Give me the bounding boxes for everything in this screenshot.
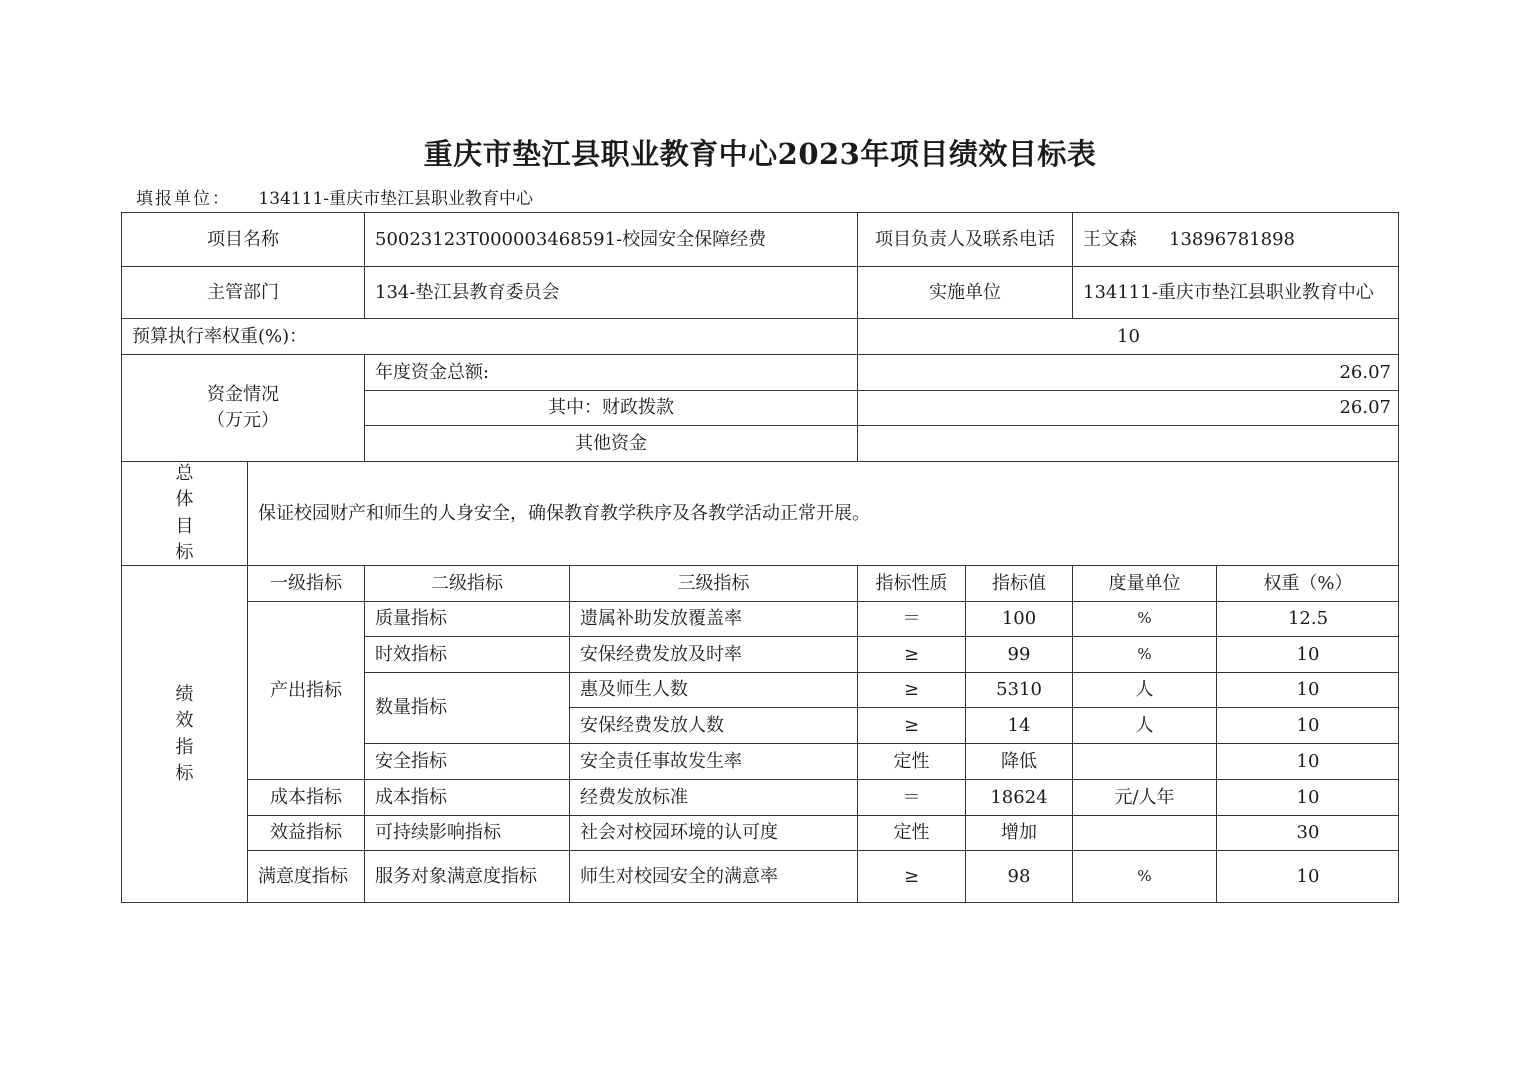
level1-benefit: 效益指标 [247, 815, 364, 850]
indicators-label-char: 绩 [175, 684, 194, 706]
level2-service-satisfaction: 服务对象满意度指标 [364, 850, 569, 903]
row-l3: 经费发放标准 [569, 779, 857, 815]
row-value: 14 [965, 707, 1072, 743]
project-name-value: 50023123T000003468591-校园安全保障经费 [364, 212, 857, 266]
row-unit [1072, 815, 1216, 850]
row-weight: 12.5 [1216, 601, 1399, 636]
row-l3: 安保经费发放及时率 [569, 636, 857, 672]
row-value: 5310 [965, 672, 1072, 707]
reporting-unit-value: 134111-重庆市垫江县职业教育中心 [258, 189, 534, 209]
goal-label-char: 目 [175, 515, 194, 537]
row-nature: ＝ [857, 601, 965, 636]
row-weight: 10 [1216, 672, 1399, 707]
budget-value: 10 [857, 318, 1399, 354]
row-value: 99 [965, 636, 1072, 672]
header-level3: 三级指标 [569, 565, 857, 601]
row-weight: 10 [1216, 636, 1399, 672]
funds-title: 资金情况 [207, 383, 279, 405]
reporting-unit [136, 184, 533, 209]
level1-cost: 成本指标 [247, 779, 364, 815]
funds-total-value: 26.07 [857, 354, 1399, 390]
indicators-label-char: 指 [175, 736, 194, 758]
funds-unit: （万元） [207, 410, 279, 431]
row-l3: 安保经费发放人数 [569, 707, 857, 743]
funds-label [121, 354, 364, 461]
level2-sustainability: 可持续影响指标 [364, 815, 569, 850]
row-value: 100 [965, 601, 1072, 636]
level2-quantity: 数量指标 [364, 672, 569, 743]
row-weight: 10 [1216, 743, 1399, 779]
row-l3: 社会对校园环境的认可度 [569, 815, 857, 850]
funds-total-label: 年度资金总额: [364, 354, 857, 390]
impl-value: 134111-重庆市垫江县职业教育中心 [1072, 266, 1399, 318]
row-weight: 10 [1216, 779, 1399, 815]
level2-cost: 成本指标 [364, 779, 569, 815]
funds-fiscal-label: 其中：财政拨款 [364, 390, 857, 425]
row-weight: 10 [1216, 850, 1399, 903]
header-weight: 权重（%） [1216, 565, 1399, 601]
row-nature: ≥ [857, 850, 965, 903]
goal-label-char: 标 [175, 541, 194, 563]
row-unit [1072, 743, 1216, 779]
row-nature: ≥ [857, 707, 965, 743]
row-l3: 安全责任事故发生率 [569, 743, 857, 779]
level2-quality: 质量指标 [364, 601, 569, 636]
row-unit: 人 [1072, 672, 1216, 707]
row-weight: 30 [1216, 815, 1399, 850]
level1-satisfaction: 满意度指标 [247, 850, 364, 903]
dept-label: 主管部门 [121, 266, 364, 318]
header-unit: 度量单位 [1072, 565, 1216, 601]
contact-label: 项目负责人及联系电话 [857, 212, 1072, 266]
header-level2: 二级指标 [364, 565, 569, 601]
indicators-label-char: 效 [175, 710, 194, 732]
header-level1: 一级指标 [247, 565, 364, 601]
row-nature: 定性 [857, 743, 965, 779]
row-unit: % [1072, 850, 1216, 903]
budget-label: 预算执行率权重(%)： [121, 318, 857, 354]
row-l3: 师生对校园安全的满意率 [569, 850, 857, 903]
goal-label [121, 461, 247, 565]
goal-label-char: 总 [175, 463, 194, 485]
row-value: 降低 [965, 743, 1072, 779]
impl-label: 实施单位 [857, 266, 1072, 318]
funds-other-label: 其他资金 [364, 425, 857, 461]
row-value: 增加 [965, 815, 1072, 850]
project-name-label: 项目名称 [121, 212, 364, 266]
level2-safety: 安全指标 [364, 743, 569, 779]
header-nature: 指标性质 [857, 565, 965, 601]
row-value: 18624 [965, 779, 1072, 815]
indicators-label-char: 标 [175, 762, 194, 784]
row-nature: ≥ [857, 636, 965, 672]
row-nature: 定性 [857, 815, 965, 850]
row-l3: 遗属补助发放覆盖率 [569, 601, 857, 636]
contact-name: 王文森 [1083, 228, 1137, 250]
row-nature: ≥ [857, 672, 965, 707]
row-unit: % [1072, 636, 1216, 672]
contact-value [1072, 212, 1399, 266]
row-unit: 元/人年 [1072, 779, 1216, 815]
goal-text: 保证校园财产和师生的人身安全，确保教育教学秩序及各教学活动正常开展。 [247, 461, 1399, 565]
row-l3: 惠及师生人数 [569, 672, 857, 707]
funds-other-value [857, 425, 1399, 461]
goal-label-char: 体 [175, 489, 194, 511]
row-unit: 人 [1072, 707, 1216, 743]
row-unit: % [1072, 601, 1216, 636]
row-nature: ＝ [857, 779, 965, 815]
row-value: 98 [965, 850, 1072, 903]
page-title: 重庆市垫江县职业教育中心2023年项目绩效目标表 [423, 137, 1097, 171]
dept-value: 134-垫江县教育委员会 [364, 266, 857, 318]
header-value: 指标值 [965, 565, 1072, 601]
contact-phone: 13896781898 [1169, 228, 1295, 250]
row-weight: 10 [1216, 707, 1399, 743]
level1-output: 产出指标 [247, 601, 364, 779]
indicators-label [121, 565, 247, 903]
funds-fiscal-value: 26.07 [857, 390, 1399, 425]
level2-timeliness: 时效指标 [364, 636, 569, 672]
reporting-unit-label: 填报单位： [136, 189, 231, 209]
